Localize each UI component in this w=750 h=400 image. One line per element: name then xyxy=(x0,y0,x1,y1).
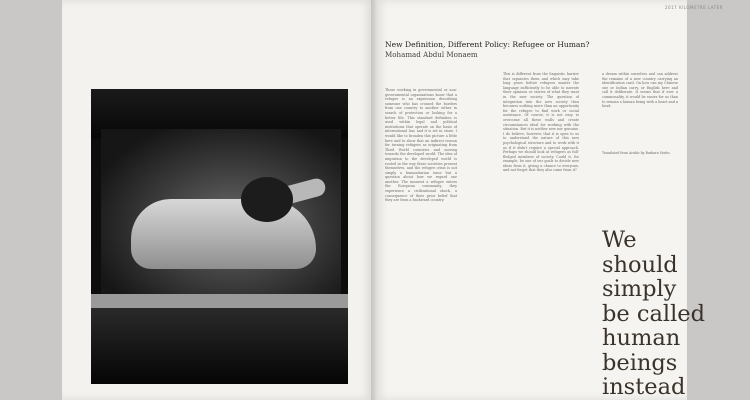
pull-quote-line: simply xyxy=(602,276,677,302)
body-column-3: a dream within ourselves and can address the remains of a new country carrying an identification card. On how can my Chinese one or Indian carry, or English here and call it deliberate. It seems that if ever a commonality, it would be easier for us than to remain a human being with a heart and a head. xyxy=(602,72,678,109)
article-author: Mohamad Abdul Monaem xyxy=(385,50,478,59)
body-column-1: These working in governmental or non-governmental organizations know that a refugee is an expression describing someone who has crossed the borders from one country to another either in search of protection or looking for a better life. This standard definition is used within legal and political institutions that operate on the basis of international law, and it is set in stone. I would like to broaden this picture a little here and to show that an indirect reason for turning refugees as originating from Third World countries and moving towards the developed world. The idea of migration to the developed world is rooted in the way these societies present themselves, and the refugee crisis is not simply a humanitarian issue but a question about how we regard one another. The moment a refugee enters the European community, they experience a civilizational shock, a consequence of their prior belief that they are from a backward country. xyxy=(385,88,457,203)
pull-quote-line: beings xyxy=(602,349,678,376)
pull-quote-line: We xyxy=(602,227,637,253)
spine-gutter xyxy=(371,0,377,400)
photograph-icon xyxy=(91,89,348,384)
body-column-2: This is different from the linguistic barrier that separates them and which may take long years before refugees master the language sufficiently to be able to narrate their opinions or stories of what they want in the new society. The question of integration into the new society then becomes nothing more than an opportunity for the refugee to find work or social assistance. Of course, it is not easy to overcome all these walls and create circumstances ideal for working with the situation. But it is neither new nor genuine. I do believe, however, that it is open to us to understand the nature of this new psychological structure and to work with it as if it didn't require a special approach. Perhaps we should look at refugees as full-fledged members of society. Could it, for example, be one of our goals to decide new ideas from it, giving a chance to everyone, and not forget that they also came from it? xyxy=(503,72,579,173)
pull-quote-line: instead xyxy=(602,374,686,400)
article-title: New Definition, Different Policy: Refugee or Human? xyxy=(385,40,590,49)
running-head: 2017 KILOMETRE LATER xyxy=(665,5,723,10)
pull-quote-line: be called xyxy=(602,300,705,327)
pull-quote-line: should xyxy=(602,251,678,278)
pull-quote-line: human xyxy=(602,325,681,351)
translation-note: Translated from Arabic by Barbara Stattu. xyxy=(602,151,671,155)
pull-quote xyxy=(602,228,712,400)
